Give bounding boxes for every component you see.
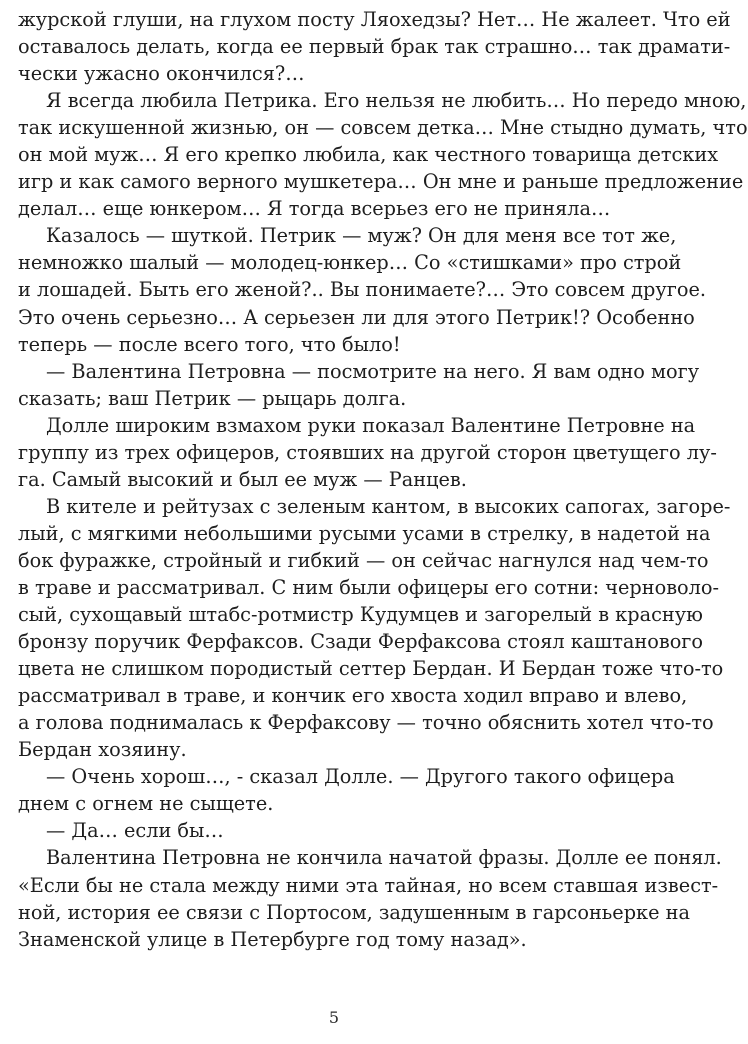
text-line: «Если бы не стала между ними эта тайная, но всем ставшая извест- xyxy=(18,873,719,897)
text-line: сый, сухощавый штабс-ротмистр Кудумцев и загорелый в красную xyxy=(18,603,703,627)
page-number: 5 xyxy=(328,1008,340,1027)
text-line: чески ужасно окончился?… xyxy=(18,62,305,86)
text-line: днем с огнем не сыщете. xyxy=(18,792,274,816)
text-line: в траве и рассматривал. С ним были офицеры его сотни: черноволо- xyxy=(18,575,720,599)
text-line: рассматривал в траве, и кончик его хвоста ходил вправо и влево, xyxy=(18,684,688,708)
text-line: немножко шалый — молодец-юнкер… Со «стишками» про строй xyxy=(18,251,682,275)
text-line: В кителе и рейтузах с зеленым кантом, в высоких сапогах, загоре- xyxy=(46,494,731,518)
text-line: ной, история ее связи с Портосом, задушенным в гарсоньерке на xyxy=(18,900,690,924)
text-line: сказать; ваш Петрик — рыцарь долга. xyxy=(18,386,407,410)
text-line: оставалось делать, когда ее первый брак так страшно… так драмати- xyxy=(18,35,731,59)
text-line: он мой муж… Я его крепко любила, как честного товарища детских xyxy=(18,143,719,167)
text-line: бронзу поручик Ферфаксов. Сзади Ферфаксова стоял каштанового xyxy=(18,630,704,654)
text-line: — Валентина Петровна — посмотрите на него. Я вам одно могу xyxy=(46,359,700,383)
text-line: Валентина Петровна не кончила начатой фразы. Долле ее понял. xyxy=(46,846,722,870)
text-line: Долле широким взмахом руки показал Валентине Петровне на xyxy=(46,413,696,437)
text-line: делал… еще юнкером… Я тогда всерьез его не приняла… xyxy=(18,197,611,221)
text-line: Бердан хозяину. xyxy=(18,738,187,762)
text-line: игр и как самого верного мушкетера… Он мне и раньше предложение xyxy=(18,170,744,194)
page-text xyxy=(18,6,748,953)
text-line: — Очень хорош…, - сказал Долле. — Другого такого офицера xyxy=(46,765,675,789)
text-line: га. Самый высокий и был ее муж — Ранцев. xyxy=(18,467,467,491)
text-line: цвета не слишком породистый сеттер Бердан. И Бердан тоже что-то xyxy=(18,657,724,681)
text-line: Я всегда любила Петрика. Его нельзя не любить… Но передо мною, xyxy=(46,89,747,113)
text-line: бок фуражке, стройный и гибкий — он сейчас нагнулся над чем-то xyxy=(18,548,709,572)
text-line: — Да… если бы… xyxy=(46,819,224,843)
text-line: лый, с мягкими небольшими русыми усами в стрелку, в надетой на xyxy=(18,521,711,545)
text-line: Казалось — шуткой. Петрик — муж? Он для меня все тот же, xyxy=(46,224,677,248)
text-line: Это очень серьезно… А серьезен ли для этого Петрик!? Особенно xyxy=(18,305,695,329)
text-line: а голова поднималась к Ферфаксову — точно обяснить хотел что-то xyxy=(18,711,714,735)
text-line: журской глуши, на глухом посту Ляохедзы? Нет… Не жалеет. Что ей xyxy=(18,8,731,31)
text-line: теперь — после всего того, что было! xyxy=(18,332,401,356)
text-line: и лошадей. Быть его женой?.. Вы понимаете?… Это совсем другое. xyxy=(18,278,706,302)
text-line: группу из трех офицеров, стоявших на другой сторон цветущего лу- xyxy=(18,440,717,464)
text-line: Знаменской улице в Петербурге год тому назад». xyxy=(18,927,527,951)
text-line: так искушенной жизнью, он — совсем детка… Мне стыдно думать, что xyxy=(18,116,748,140)
